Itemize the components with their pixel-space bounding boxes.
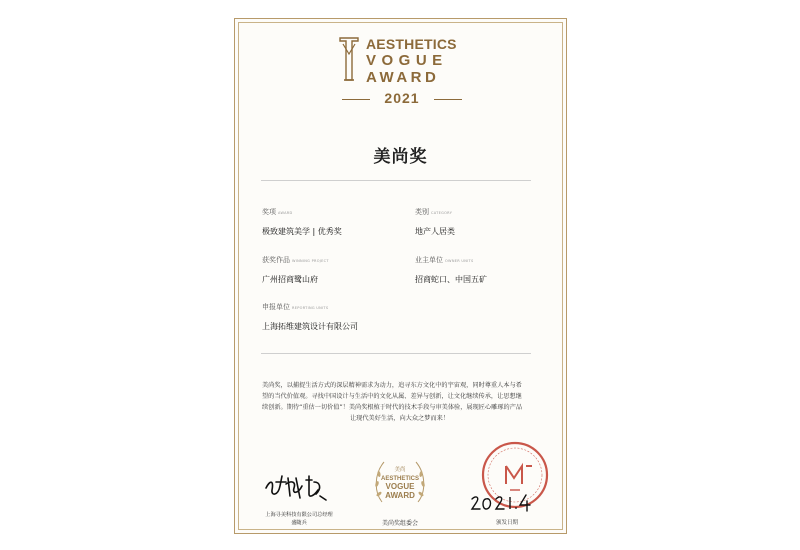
svg-text:VOGUE: VOGUE [385, 482, 415, 491]
applicant-field [262, 302, 358, 332]
description-line: 续创新。期待“重估一切价值”！美尚奖根植于时代的技术手段与审美体验，展现匠心雕琢的产品 [262, 404, 523, 411]
category-label: 类别 CATEGORY [415, 208, 453, 216]
project-label: 获奖作品 WINNING PROJECT [262, 256, 329, 264]
category-value: 地产人居类 [415, 227, 455, 236]
laurel-emblem-icon [370, 454, 430, 514]
body-divider [261, 353, 531, 354]
certificate-title: 美尚奖 [373, 147, 428, 167]
project-value: 广州招商鹭山府 [262, 275, 318, 284]
logo-year: 2021 [342, 90, 462, 106]
certificate [234, 18, 567, 534]
award-label: 奖项 AWARD [262, 208, 293, 216]
handwritten-date [466, 491, 546, 515]
owner-field [415, 255, 487, 285]
vogue-trophy-icon [338, 36, 360, 82]
description-line: 让现代美好生活，向大众之梦而来！ [350, 415, 449, 422]
award-logo [332, 32, 472, 130]
applicant-value: 上海拓维建筑设计有限公司 [262, 322, 358, 331]
signature-company: 上海寻美科技有限公司总经理 [265, 512, 333, 518]
owner-value: 招商蛇口、中国五矿 [415, 275, 487, 284]
title-divider [261, 180, 531, 181]
logo-word-aesthetics: AESTHETICS [366, 36, 457, 52]
signature-caption [254, 511, 344, 527]
svg-text:AESTHETICS: AESTHETICS [380, 476, 420, 482]
issue-date-caption: 颁发日期 [495, 520, 518, 526]
owner-label: 业主单位 OWNER UNITS [415, 256, 474, 264]
signature-name: 盛随兵 [291, 520, 307, 526]
description-line: 美尚奖，以捕捉生活方式的深层精神需求为动力，追寻东方文化中的宇宙观，同时尊重人本与希 [262, 382, 522, 389]
category-field [415, 207, 455, 237]
committee-caption: 美尚奖组委会 [381, 520, 418, 527]
description-line: 望的当代价值观。寻找中国设计与生活中的文化从属、差异与创新，让文化继续传承，让思想继 [262, 393, 522, 400]
project-field [262, 255, 329, 285]
award-description [262, 380, 537, 424]
handwritten-signature [262, 466, 332, 506]
logo-word-vogue: VOGUE [366, 52, 448, 69]
svg-text:美尚: 美尚 [394, 467, 406, 473]
logo-word-award: AWARD [366, 69, 440, 86]
award-field [262, 207, 342, 237]
award-value: 极致建筑美学 | 优秀奖 [262, 227, 342, 236]
applicant-label: 申报单位 REPORTING UNITS [262, 303, 329, 311]
svg-text:AWARD: AWARD [385, 491, 415, 500]
